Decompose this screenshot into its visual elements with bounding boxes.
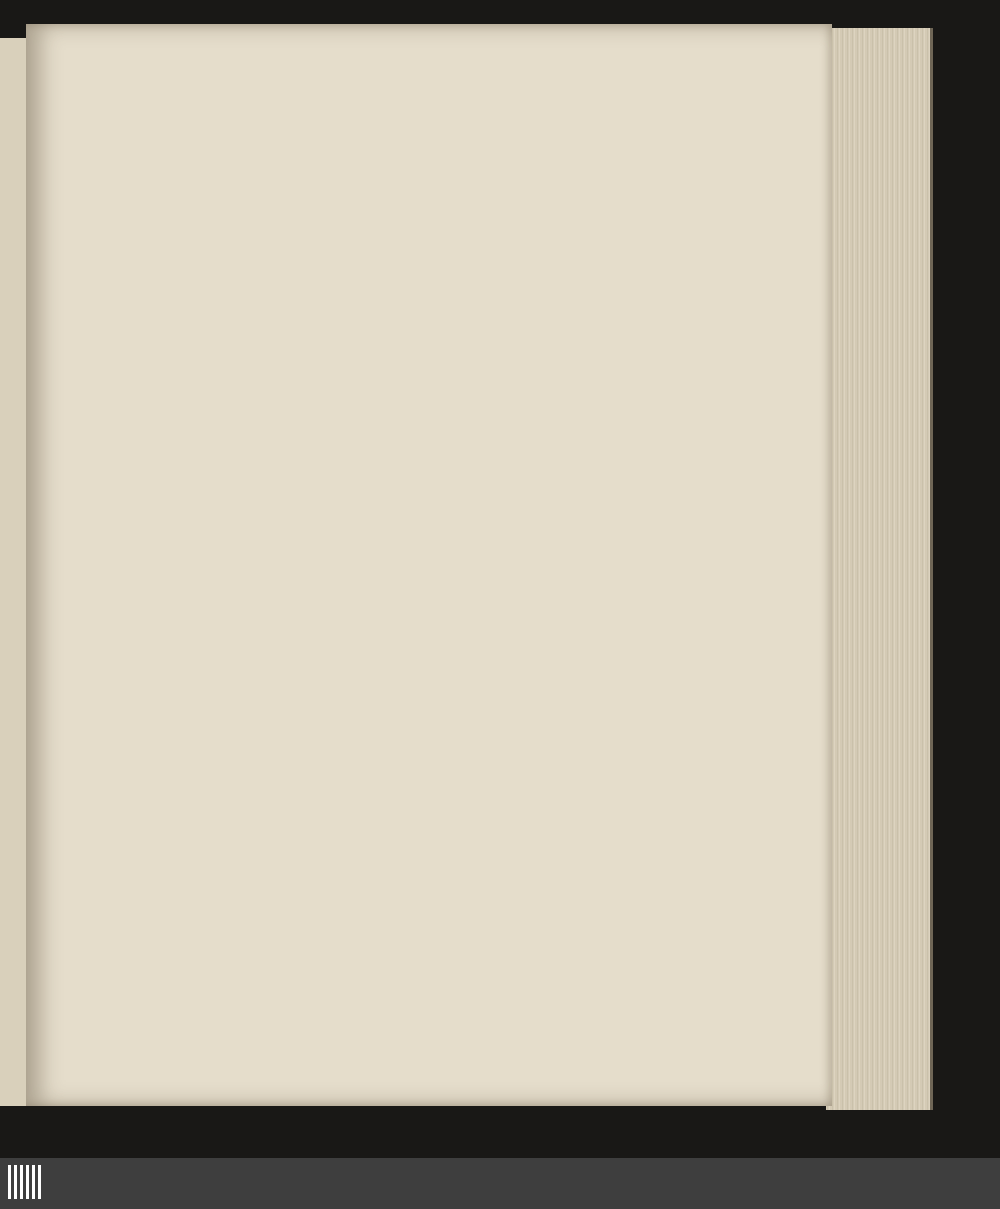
library-footer — [0, 1158, 1000, 1209]
page-text — [90, 84, 694, 174]
book-page — [26, 24, 832, 1106]
summary-heading — [90, 116, 694, 144]
chapter-heading — [90, 86, 694, 116]
page-footer-line — [90, 144, 694, 174]
facing-page-edge — [0, 38, 28, 1106]
library-logo-icon — [8, 1165, 44, 1203]
page-edges — [826, 28, 933, 1110]
